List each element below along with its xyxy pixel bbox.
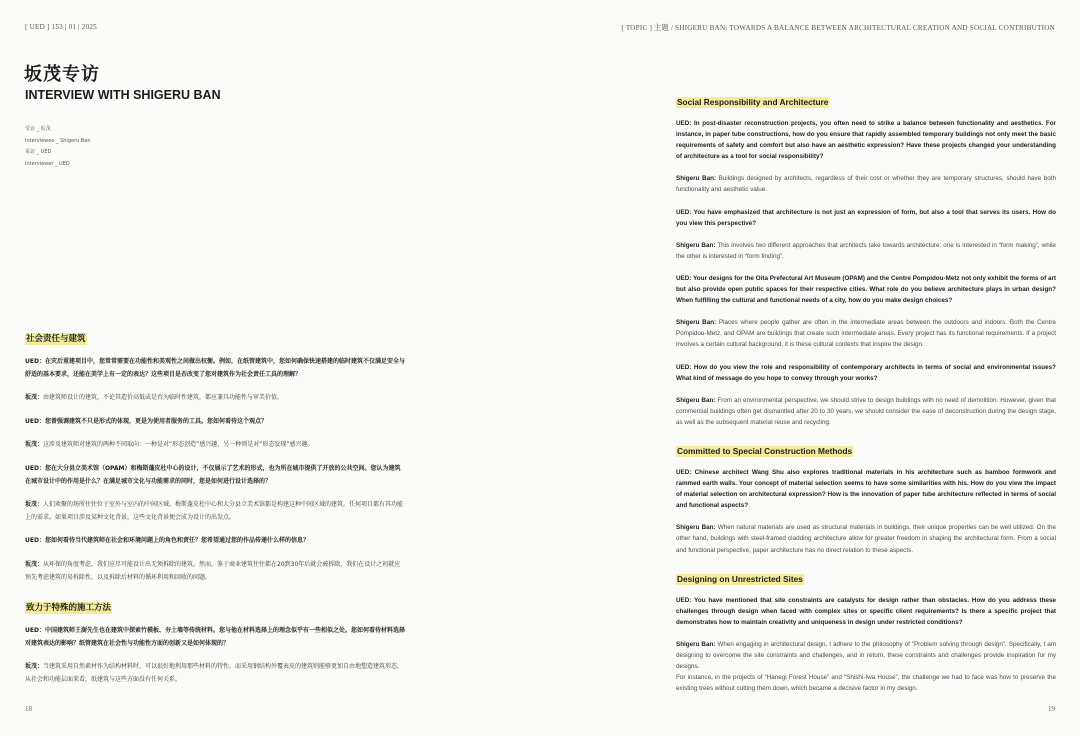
speaker-label: UED： xyxy=(25,464,45,472)
speaker-label: Shigeru Ban: xyxy=(676,524,716,532)
question-paragraph: UED: Your designs for the Oita Prefectural Art Museum (OPAM) and the Centre Pompidou-Metz not only exhibit the forms of art but also provide open public spaces for their respective cities. What role do you believe architecture plays in urban design? When fulfilling the cultural and functional needs of a city, how do you make design choices? xyxy=(676,274,1056,305)
credit-line: Interviewee _ Shigeru Ban xyxy=(25,137,91,144)
section-heading: 社会责任与建筑 xyxy=(26,334,86,344)
speaker-label: 坂茂： xyxy=(25,394,44,402)
english-text-column xyxy=(676,90,1056,705)
answer-paragraph: Shigeru Ban: This involves two different approaches that architects take towards architecture: one is interested in “form making”, while the other is interested in “form finding”. xyxy=(676,241,1056,260)
answer-paragraph: Shigeru Ban: Places where people gather are often in the intermediate areas between the outdoors and indoors. Both the Centre Pompidou-Metz, and OPAM are buildings that create such intermediate areas. Every project has its functional requirements. If a project involves a certain cultural background, it is these cultural contexts that inspire the design. xyxy=(676,319,1056,349)
answer-paragraph-continued: For instance, in the projects of “Hanegi Forest House” and “Shishi-Iwa House”, the challenge we had to face was how to preserve the existing trees without cutting them down, which became a decisive factor in my design. xyxy=(676,674,1056,693)
credit-line: 受访 _ 坂茂 xyxy=(25,126,51,132)
section-heading: 致力于特殊的施工方法 xyxy=(26,603,112,614)
question-paragraph: UED: You have emphasized that architecture is not just an expression of form, but also a tool that serves its users. How do you view this perspective? xyxy=(676,208,1056,227)
answer-paragraph: Shigeru Ban: Buildings designed by architects, regardless of their cost or whether they are temporary structures, should have both functionality and aesthetic value. xyxy=(676,175,1056,194)
speaker-label: 坂茂： xyxy=(25,663,44,671)
question-paragraph: UED：您在大分县立美术馆（OPAM）和梅斯蓬皮杜中心的设计，不仅展示了艺术的形式，也为所在城市提供了开放的公共空间。您认为建筑在城市设计中的作用是什么？在满足城市文化与功能需求的同时，您是如何进行设计选择的？ xyxy=(25,464,401,485)
speaker-label: UED： xyxy=(25,627,45,635)
speaker-label: Shigeru Ban: xyxy=(676,396,716,404)
question-paragraph: UED: You have mentioned that site constraints are catalysts for design rather than obstacles. How do you address these challenges through design when faced with complex sites or specific client requirements? Is there a specific project that demonstrates how to maintain creativity and uniqueness in design under restricted conditions? xyxy=(676,596,1056,626)
speaker-label: Shigeru Ban: xyxy=(676,319,717,327)
question-paragraph: UED: How do you view the role and responsibility of contemporary architects in terms of social and environmental issues? What kind of message do you hope to convey through your works? xyxy=(676,363,1056,382)
credit-line: 采访 _ UED xyxy=(25,149,52,155)
answer-paragraph: 坂茂：人们欢聚的场所往往位于室外与室内的中间区域。梅斯蓬皮杜中心和大分县立美术馆都是构建这种中间区域的建筑。任何项目都有其功能上的需求。如果项目涉及某种文化背景，这些文化背景便会成为设计的出发点。 xyxy=(25,501,404,521)
question-paragraph: UED: Chinese architect Wang Shu also explores traditional materials in his architecture such as bamboo formwork and rammed earth walls. Your concept of material selection seems to have some similarities with his. How do you view the impact of material selection on architectural expression? How is the innovation of paper tube architecture reflected in terms of social and functional aspects? xyxy=(676,468,1056,510)
answer-paragraph: Shigeru Ban: When natural materials are used as structural materials in buildings, their unique properties can be well utilized. On the other hand, buildings with steel-framed cladding architecture allow for greater freedom in shaping the architectural form. From a social and functional perspective, paper architecture has no direct relation to these aspects. xyxy=(676,524,1056,554)
section-heading: Social Responsibility and Architecture xyxy=(677,97,829,107)
article-title-chinese: 坂茂专访 xyxy=(24,64,100,85)
speaker-label: Shigeru Ban: xyxy=(676,241,716,249)
article-title-english: INTERVIEW WITH SHIGERU BAN xyxy=(25,88,221,102)
answer-paragraph: 坂茂：从环保的角度考虑，我们应尽可能设计出无须拆除的建筑。然而，鉴于商业建筑往往都在20到30年后就会被拆除，我们在设计之初就应预先考虑建筑的易拆除性，以及拆除后材料的循环利用和回收的问题。 xyxy=(25,560,401,581)
question-paragraph: UED: In post-disaster reconstruction projects, you often need to strike a balance between functionality and aesthetics. For instance, in paper tube constructions, how do you ensure that rapidly assembled temporary buildings not only meet the basic requirements of safety and comfort but also have an aesthetic expression? Have these projects changed your understanding of architecture as a tool for social responsibility? xyxy=(676,120,1056,161)
right-page xyxy=(540,0,1080,736)
running-head-right: [ TOPIC ] 主题 / SHIGERU BAN: TOWARDS A BALANCE BETWEEN ARCHITECTURAL CREATION AND SOCIAL CONTRIBUTION xyxy=(621,24,1055,32)
answer-paragraph: Shigeru Ban: From an environmental perspective, we should strive to design buildings with no need of demolition. However, given that commercial buildings often get dismantled after 20 to 30 years, we should consider the ease of deconstruction during the design stage, as well as the subsequent material reuse and recycling. xyxy=(676,396,1057,426)
question-paragraph: UED：中国建筑师王澍先生也在建筑中探索竹模板、夯土墙等传统材料。您与他在材料选择上的理念似乎有一些相似之处。您如何看待材料选择对建筑表达的影响？纸管建筑在社会性与功能性方面的创新又是如何体现的？ xyxy=(25,627,405,647)
answer-paragraph: Shigeru Ban: When engaging in architectural design, I adhere to the philosophy of “Problem solving through design”. Specifically, I am designing to overcome the site constraints and challenges, and in return, these constraints and challenges provide inspiration for my designs. xyxy=(676,640,1057,671)
chinese-text-column xyxy=(25,326,405,698)
speaker-label: Shigeru Ban: xyxy=(676,640,716,648)
speaker-label: UED： xyxy=(25,537,45,545)
answer-paragraph: 坂茂：当建筑采用自然素材作为结构材料时，可以很好地利用那些材料的特性。而采用钢结构外覆表皮的建筑则能够更加自由地塑造建筑形态。从社会和功能层面来看，纸建筑与这些方面没有任何关系。 xyxy=(25,663,404,683)
answer-paragraph: 坂茂：这涉及建筑师对建筑的两种不同取向：一种是对“形态创造”感兴趣，另一种则是对“形态发现”感兴趣。 xyxy=(25,441,314,449)
section-heading: Committed to Special Construction Methods xyxy=(677,445,853,456)
speaker-label: 坂茂： xyxy=(25,501,44,509)
speaker-label: 坂茂： xyxy=(25,441,44,449)
speaker-label: Shigeru Ban: xyxy=(676,175,717,183)
section-heading: Designing on Unrestricted Sites xyxy=(677,573,803,584)
question-paragraph: UED：在灾后重建项目中，您常常需要在功能性和美观性之间做出权衡。例如，在纸管建筑中，您如何确保快速搭建的临时建筑不仅满足安全与舒适的基本要求，还能在美学上有一定的表达？这些项目是否改变了您对建筑作为社会责任工具的理解？ xyxy=(25,358,405,378)
question-paragraph: UED：您曾强调建筑不只是形式的体现，更是为使用者服务的工具。您如何看待这个观点？ xyxy=(25,417,267,425)
speaker-label: 坂茂： xyxy=(25,560,44,568)
credits-block xyxy=(25,124,91,170)
running-head-left: [ UED ] 153 | 01 | 2025 xyxy=(25,23,97,31)
credit-line: Interviewer _ UED xyxy=(25,160,70,167)
speaker-label: UED： xyxy=(25,358,45,365)
speaker-label: UED： xyxy=(25,417,45,425)
question-paragraph: UED：您如何看待当代建筑师在社会和环境问题上的角色和责任？您希望通过您的作品传递什么样的信息？ xyxy=(25,537,309,545)
answer-paragraph: 坂茂：由建筑师设计的建筑，不论其造价高低或是否为临时性建筑，都应兼具功能性与审美价值。 xyxy=(25,394,284,402)
page-number-left: 18 xyxy=(25,705,32,713)
page-number-right: 19 xyxy=(1048,705,1055,713)
